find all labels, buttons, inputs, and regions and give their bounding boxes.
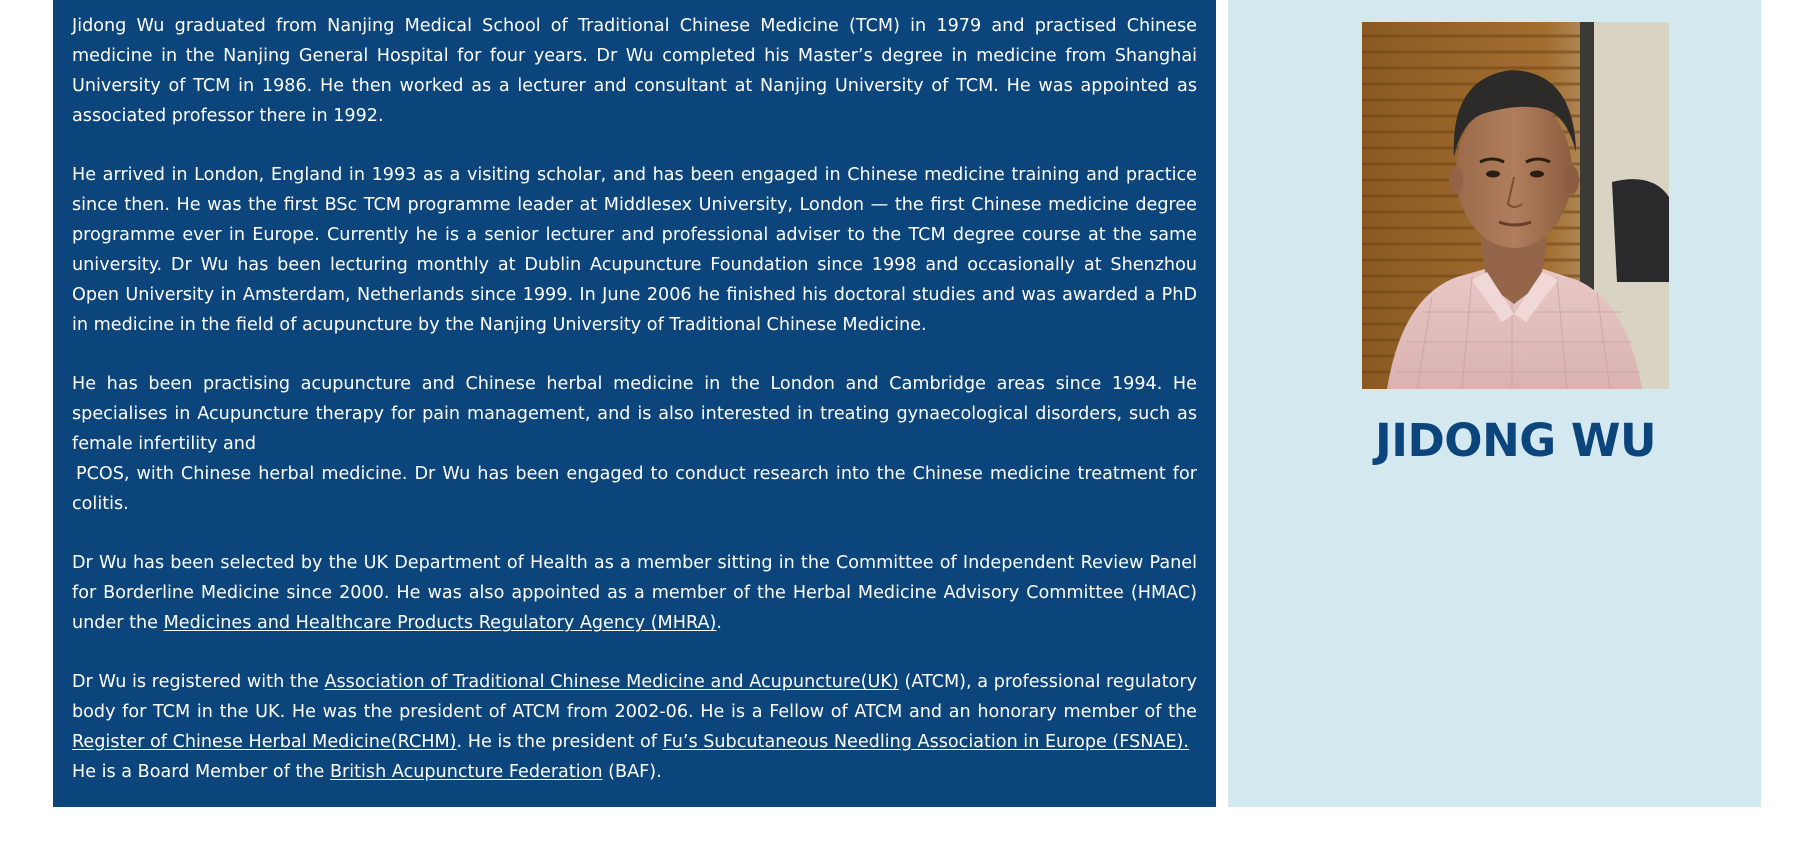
bio-paragraph-committee	[72, 548, 1197, 638]
bio-paragraph-practice	[72, 369, 1197, 519]
bio-paragraph-family: He is married with two children.	[72, 821, 353, 841]
baf-link[interactable]: British Acupuncture Federation	[329, 762, 603, 782]
profile-name: JIDONG WU	[1374, 414, 1657, 467]
fsnae-link[interactable]: Fu’s Subcutaneous Needling Association in Europe (FSNAE).	[662, 732, 1190, 752]
bio-membership-text-5: (BAF).	[602, 762, 662, 782]
bio-practice-text: He has been practising acupuncture and Chinese herbal medicine in the London and Cambridge areas since 1994. He specialises in Acupuncture therapy for pain management, and is also interested in treating gynaecological disorders, such as female infertility and	[72, 374, 1197, 454]
mhra-link[interactable]: Medicines and Healthcare Products Regulatory Agency (MHRA)	[163, 613, 717, 633]
bio-membership-text-2: (ATCM), a professional regulatory body for TCM in the UK. He was the president of ATCM from 2002-06. He is a Fellow of ATCM and an honorary member of the	[72, 672, 1197, 722]
bio-membership-text-1: Dr Wu is registered with the	[72, 672, 325, 692]
profile-sidebar	[1228, 0, 1761, 807]
bio-paragraph-education: Jidong Wu graduated from Nanjing Medical School of Traditional Chinese Medicine (TCM) in 1979 and practised Chinese medicine in the Nanjing General Hospital for four years. Dr Wu completed his Master’s degree in medicine from Shanghai University of TCM in 1986. He then worked as a lecturer and consultant at Nanjing University of TCM. He was appointed as associated professor there in 1992.	[72, 16, 1197, 126]
bio-membership-text-4: He is a Board Member of the	[72, 762, 330, 782]
bio-committee-end: .	[716, 613, 722, 633]
bio-practice-text-cont: PCOS, with Chinese herbal medicine. Dr Wu has been engaged to conduct research into the Chinese medicine treatment for colitis.	[72, 464, 1197, 514]
rchm-link[interactable]: Register of Chinese Herbal Medicine(RCHM)	[72, 732, 457, 752]
bio-committee-text: Dr Wu has been selected by the UK Department of Health as a member sitting in the Committee of Independent Review Panel for Borderline Medicine since 2000. He was also appointed as a member of the Herbal Medicine Advisory Committee (HMAC) under the	[72, 553, 1197, 633]
biography-panel	[53, 0, 1216, 841]
bio-membership-text-3: . He is the president of	[456, 732, 663, 752]
bio-paragraph-career: He arrived in London, England in 1993 as a visiting scholar, and has been engaged in Chinese medicine training and practice since then. He was the first BSc TCM programme leader at Middlesex University, London — the first Chinese medicine degree programme ever in Europe. Currently he is a senior lecturer and professional adviser to the TCM degree course at the same university. Dr Wu has been lecturing monthly at Dublin Acupuncture Foundation since 1998 and occasionally at Shenzhou Open University in Amsterdam, Netherlands since 1999. In June 2006 he finished his doctoral studies and was awarded a PhD in medicine in the field of acupuncture by the Nanjing University of Traditional Chinese Medicine.	[72, 165, 1197, 335]
portrait-photo	[1362, 22, 1669, 389]
atcm-link[interactable]: Association of Traditional Chinese Medicine and Acupuncture(UK)	[324, 672, 899, 692]
bio-paragraph-memberships	[72, 667, 1197, 787]
